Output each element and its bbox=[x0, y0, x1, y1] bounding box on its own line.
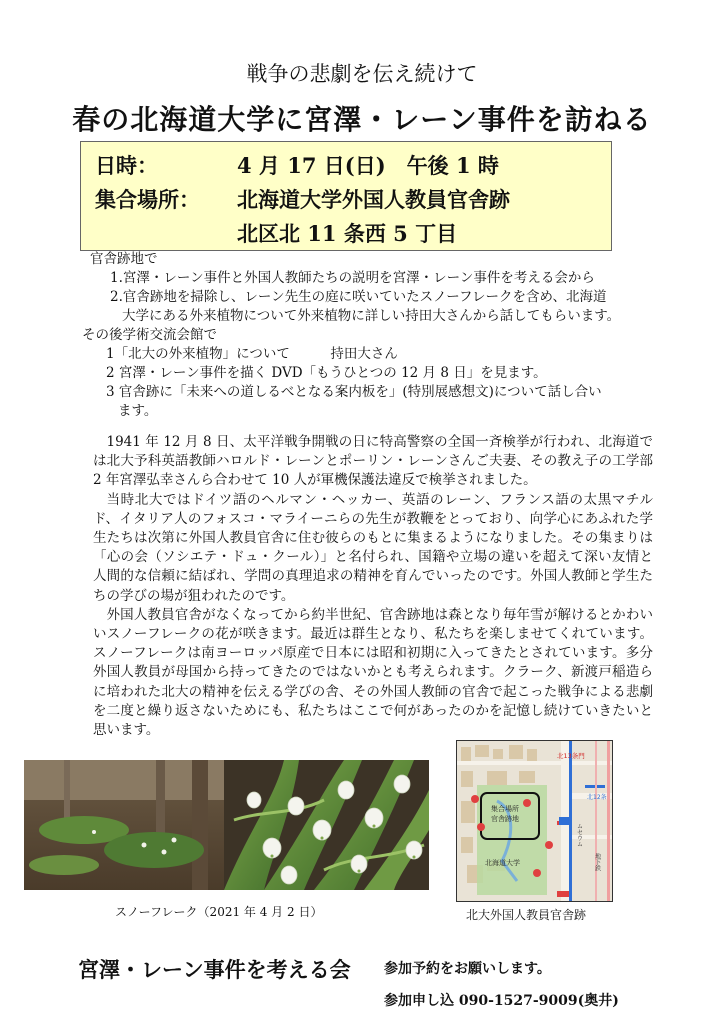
reservation-request: 参加予約をお願いします。 bbox=[384, 961, 551, 977]
snowflake-photo-image bbox=[24, 760, 429, 890]
map-label-north13: 北13条門 bbox=[557, 752, 585, 760]
organization-name: 宮澤・レーン事件を考える会 bbox=[78, 957, 351, 982]
body-paragraph: 当時北大ではドイツ語のヘルマン・ヘッカー、英語のレーン、フランス語の太黒マチルド、イタリア人のフォスコ・マライーニらの先生が教鞭をとっており、向学心にあふれた学生たちは次第に外国人教員官舎に住む彼らのもとに集まるようになりました。その集まりは「心の会（ソシエテ・ドュ・クール）」と名付られ、国籍や立場の違いを超えて深い友情と人間的な信頼に結ばれ、学問の真理追求の精神を育んでいったのです。外国人教師と学生たちの学びの場が狙われたのです。 bbox=[93, 491, 653, 604]
map-label-subway: 地下鉄 bbox=[593, 853, 601, 871]
map-caption: 北大外国人教員官舎跡 bbox=[466, 908, 587, 922]
map-label-kita12: 北12条 bbox=[587, 794, 607, 801]
body-paragraph: 1941 年 12 月 8 日、太平洋戦争開戦の日に特高警察の全国一斉検挙が行われ、北海道では北大予科英語教師ハロルド・レーンとポーリン・レーンさんご夫妻、その教え子の工学部 2 年宮澤弘幸さんら合わせて 10 人が軍機保護法違反で検挙されました。 bbox=[93, 434, 653, 489]
agenda-item: 1.宮澤・レーン事件と外国人教師たちの説明を宮澤・レーン事件を考える会から bbox=[110, 270, 595, 286]
campus-map-image bbox=[457, 741, 612, 901]
snowflake-photo bbox=[24, 760, 429, 890]
body-paragraph: 外国人教員官舎がなくなってから約半世紀、官舎跡地は森となり毎年雪が解けるとかわいいスノーフレークの花が咲きます。最近は群生となり、私たちを楽しませてくれています。スノーフレークは南ヨーロッパ原産で日本には昭和初期に入ってきたとされています。多分外国人教員が母国から持ってきたのではないかとも考えられます。クラーク、新渡戸稲造らに培われた北大の精神を伝える学びの舎、その外国人教師の官舎で起こった戦争による悲劇を二度と繰り返さないためにも、私たちはここで何があったのかを記憶し続けていきたいと思います。 bbox=[93, 606, 653, 739]
agenda-item: 2 宮澤・レーン事件を描く DVD「もうひとつの 12 月 8 日」を見ます。 bbox=[106, 365, 547, 381]
date-value: 4 月 17 日(日) 午後 1 時 bbox=[237, 153, 499, 178]
photo-caption: スノーフレーク（2021 年 4 月 2 日） bbox=[115, 905, 323, 919]
agenda-heading-2: その後学術交流会館で bbox=[82, 327, 217, 343]
agenda-item-cont: ます。 bbox=[118, 403, 158, 419]
agenda-item: 1「北大の外来植物」について 持田大さん bbox=[106, 346, 398, 362]
contact-info: 参加申し込 090-1527-9009(奥井) bbox=[384, 993, 619, 1009]
agenda-item: 2.官舎跡地を掃除し、レーン先生の庭に咲いていたスノーフレークを含め、北海道 bbox=[110, 289, 607, 305]
map-label-univ: 北海道大学 bbox=[485, 859, 520, 867]
subtitle: 戦争の悲劇を伝え続けて bbox=[246, 62, 478, 86]
map-label-museum: ムセウム bbox=[575, 823, 583, 847]
agenda-heading-1: 官舎跡地で bbox=[90, 251, 158, 267]
place-label: 集合場所： bbox=[95, 187, 200, 212]
place-line1: 北海道大学外国人教員官舎跡 bbox=[237, 187, 510, 212]
map-label-site-1: 集合場所 bbox=[491, 805, 519, 813]
place-line2: 北区北 11 条西 5 丁目 bbox=[237, 221, 458, 246]
map-label-site-2: 官舎跡地 bbox=[491, 815, 519, 823]
date-label: 日時： bbox=[95, 153, 158, 178]
agenda-item: 3 官舎跡に「未来への道しるべとなる案内板を」(特別展感想文)について話し合い bbox=[106, 384, 602, 400]
agenda-item-cont: 大学にある外来植物について外来植物に詳しい持田大さんから話してもらいます。 bbox=[122, 308, 621, 324]
body-text bbox=[93, 433, 653, 740]
page-title: 春の北海道大学に宮澤・レーン事件を訪ねる bbox=[72, 103, 652, 136]
event-info-box bbox=[80, 141, 612, 251]
campus-map bbox=[456, 740, 613, 902]
agenda bbox=[78, 250, 678, 421]
